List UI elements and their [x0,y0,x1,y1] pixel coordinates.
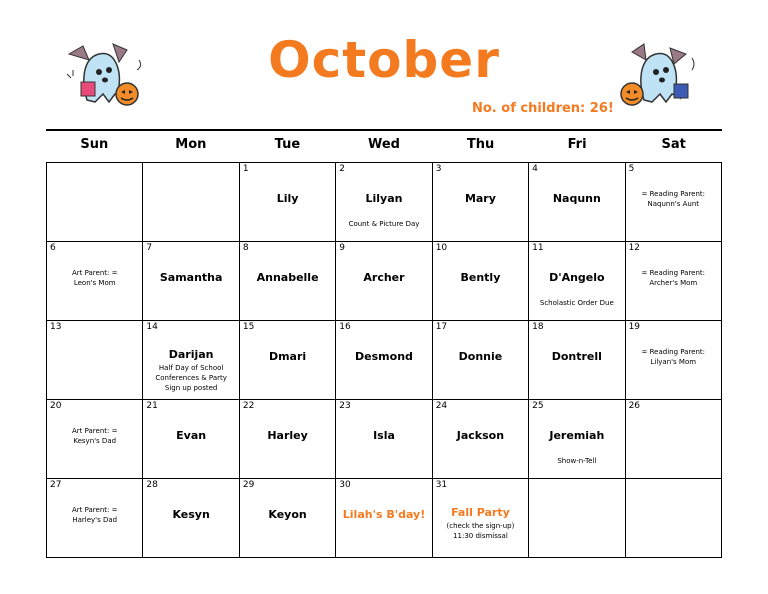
calendar-day-cell [240,242,336,321]
day-number: 15 [242,322,255,332]
calendar-day-cell [336,163,432,242]
student-name: Keyon [268,508,307,521]
day-number: 18 [532,322,544,332]
day-number: 8 [242,243,249,253]
day-number: 20 [50,401,62,411]
calendar-day-cell [433,400,529,479]
day-number: 25 [532,401,544,411]
calendar-day-cell [626,163,722,242]
student-name: Archer [363,271,405,284]
weekday-label: Tue [274,137,301,152]
weekday-header [46,131,722,161]
calendar-day-cell [433,321,529,400]
day-number: 14 [146,322,158,332]
day-note: Art Parent: = Kesyn's Dad [71,427,118,445]
student-name: Dontrell [551,350,602,363]
day-number: 22 [242,401,255,411]
day-note: Half Day of School Conferences & Party Sign up posted [155,364,227,392]
calendar-day-cell [529,479,625,558]
weekday-label: Fri [567,137,587,152]
student-name: D'Angelo [549,271,605,284]
day-note: Art Parent: = Harley's Dad [71,506,118,524]
calendar-day-cell [336,479,432,558]
calendar-day-cell [433,163,529,242]
student-name: Evan [176,429,207,442]
calendar-day-cell [626,400,722,479]
calendar-day-cell [47,242,143,321]
calendar-day-cell [240,400,336,479]
day-number: 24 [435,401,448,411]
calendar-day-cell [529,321,625,400]
day-number: 4 [532,164,538,174]
calendar-day-cell [47,321,143,400]
calendar-day-cell [143,242,239,321]
children-count: No. of children: 26! [472,101,614,116]
student-name: Desmond [355,350,413,363]
student-name: Mary [464,192,496,205]
weekday-label: Mon [175,137,207,152]
day-note: = Reading Parent: Naqunn's Aunt [641,190,706,208]
day-number: 12 [628,243,641,253]
weekday-label: Sat [661,137,686,152]
student-name: Lily [276,192,299,205]
page-title: October [268,31,500,89]
student-name: Donnie [458,350,503,363]
calendar-day-cell [529,163,625,242]
calendar-day-cell [433,242,529,321]
calendar-day-cell [240,163,336,242]
calendar-day-cell [143,479,239,558]
day-note: (check the sign-up) 11:30 dismissal [446,522,515,540]
day-number: 9 [339,243,346,253]
student-name: Lilah's B'day! [342,508,426,521]
student-name: Fall Party [451,506,510,519]
calendar-day-cell [47,400,143,479]
calendar-day-cell [143,163,239,242]
day-note: Scholastic Order Due [539,299,614,307]
calendar-day-cell [433,479,529,558]
student-name: Harley [267,429,308,442]
calendar-day-cell [529,400,625,479]
calendar-day-cell [529,242,625,321]
weekday-label: Wed [367,137,400,152]
day-number: 19 [628,322,641,332]
day-number: 21 [146,401,158,411]
student-name: Jackson [456,429,505,442]
day-number: 28 [146,480,158,490]
day-number: 1 [242,164,249,174]
day-number: 13 [50,322,62,332]
calendar-day-cell [143,400,239,479]
student-name: Annabelle [256,271,319,284]
day-number: 10 [435,243,448,253]
student-name: Bently [460,271,501,284]
calendar-grid [46,162,722,558]
student-name: Dmari [268,350,307,363]
day-number: 23 [339,401,351,411]
calendar-day-cell [240,321,336,400]
student-name: Isla [373,429,395,442]
day-note: Count & Picture Day [348,220,420,228]
student-name: Lilyan [365,192,403,205]
day-number: 6 [50,243,56,253]
ghost-halloween-icon [614,40,698,110]
calendar-day-cell [143,321,239,400]
day-number: 31 [435,480,448,490]
student-name: Kesyn [172,508,210,521]
calendar-day-cell [626,242,722,321]
calendar-day-cell [336,242,432,321]
day-number: 27 [50,480,62,490]
ghost-halloween-icon [63,40,147,110]
day-note: Show-n-Tell [557,457,597,465]
day-note: Art Parent: = Leon's Mom [71,269,118,287]
day-number: 29 [242,480,255,490]
calendar-day-cell [336,400,432,479]
student-name: Naqunn [552,192,601,205]
day-number: 30 [339,480,351,490]
student-name: Samantha [159,271,223,284]
calendar-day-cell [47,163,143,242]
day-number: 11 [532,243,544,253]
day-note: = Reading Parent: Lilyan's Mom [641,348,706,366]
weekday-label: Sun [80,137,109,152]
weekday-label: Thu [466,137,495,152]
student-name: Darijan [168,348,214,361]
day-number: 3 [435,164,442,174]
calendar-day-cell [626,479,722,558]
calendar-day-cell [240,479,336,558]
calendar-day-cell [626,321,722,400]
student-name: Jeremiah [549,429,605,442]
day-number: 26 [628,401,641,411]
calendar-day-cell [47,479,143,558]
day-note: = Reading Parent: Archer's Mom [641,269,706,287]
calendar-day-cell [336,321,432,400]
day-number: 16 [339,322,351,332]
day-number: 7 [146,243,153,253]
day-number: 17 [435,322,448,332]
day-number: 5 [628,164,635,174]
day-number: 2 [339,164,346,174]
